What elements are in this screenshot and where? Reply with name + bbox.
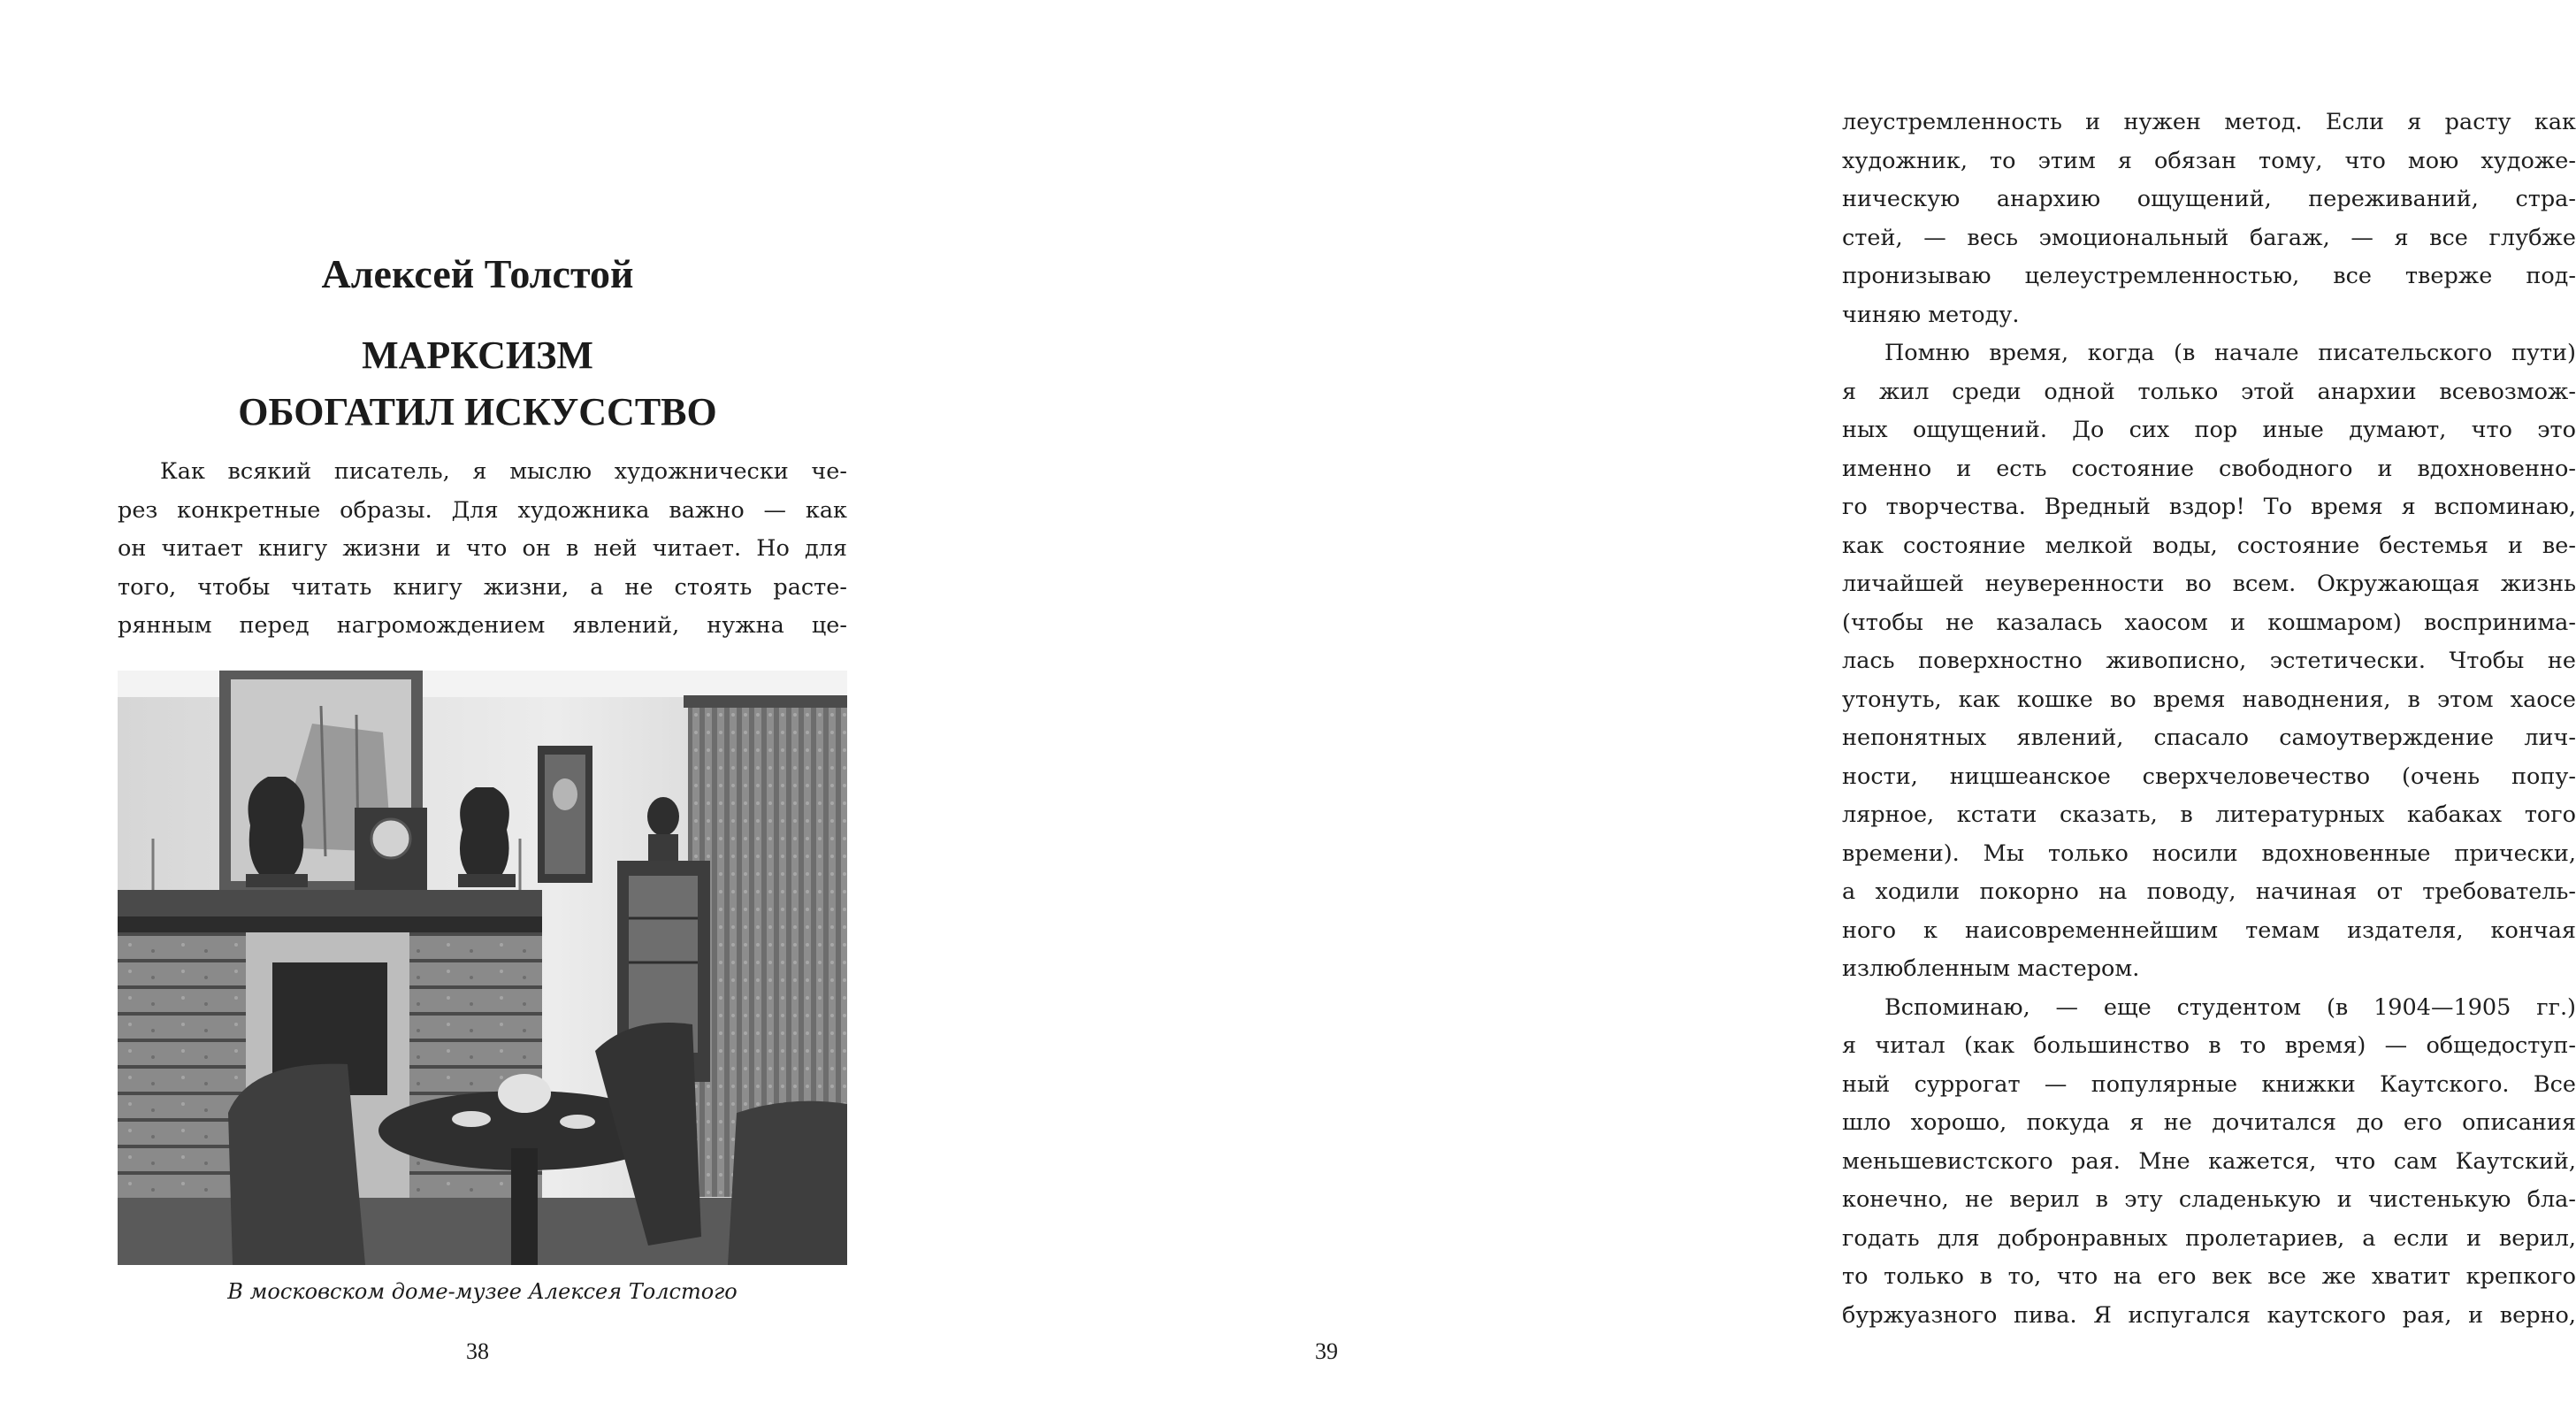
text-line: как состояние мелкой воды, состояние бестемья и ве-: [1842, 532, 2576, 559]
text-line: ный суррогат — популярные книжки Каутского. Все: [1842, 1070, 2576, 1098]
text-line: личайшей неуверенности во всем. Окружающая жизнь: [1842, 571, 2576, 597]
text-line: чиняю методу.: [1842, 301, 2020, 328]
article-title: [115, 327, 840, 441]
page-number: 38: [466, 1338, 489, 1364]
text-line: он читает книгу жизни и что он в ней читает. Но для: [118, 535, 847, 562]
text-line: излюбленным мастером.: [1842, 955, 2140, 982]
text-line: буржуазного пива. Я испугался каутского рая, и верно,: [1842, 1301, 2576, 1329]
text-line: Помню время, когда (в начале писательского пути): [1884, 340, 2576, 366]
text-line: рянным перед нагромождением явлений, нужна це-: [118, 612, 847, 639]
interior-photo: [118, 671, 847, 1265]
text-line: леустремленность и нужен метод. Если я расту как: [1842, 109, 2576, 135]
text-line: я жил среди одной только этой анархии всевозмож-: [1842, 378, 2576, 405]
title-line: МАРКСИЗМ: [362, 334, 593, 377]
text-line: я читал (как большинство в то время) — общедоступ-: [1842, 1032, 2576, 1059]
text-line: стей, — весь эмоциональный багаж, — я все глубже: [1842, 224, 2576, 251]
text-line: меньшевистского рая. Мне кажется, что сам Каутский,: [1842, 1147, 2576, 1175]
text-line: ного к наисовременнейшим темам издателя, кончая: [1842, 916, 2576, 944]
title-line: ОБОГАТИЛ ИСКУССТВО: [238, 390, 717, 433]
text-line: а ходили покорно на поводу, начиная от требователь-: [1842, 878, 2576, 905]
article-author: Алексей Толстой: [321, 251, 634, 296]
text-line: то только в то, что на его век все же хватит крепкого: [1842, 1263, 2576, 1290]
text-line: пронизываю целеустремленностью, все тверже под-: [1842, 263, 2576, 289]
left-page: [0, 0, 884, 1426]
text-line: ных ощущений. До сих пор иные думают, что это: [1842, 417, 2576, 443]
text-line: художник, то этим я обязан тому, что мою художе-: [1842, 147, 2576, 174]
text-line: того, чтобы читать книгу жизни, а не стоять расте-: [118, 573, 847, 601]
text-line: непонятных явлений, спасало самоутверждение лич-: [1842, 724, 2576, 751]
text-line: конечно, не верил в эту сладенькую и чистенькую бла-: [1842, 1186, 2576, 1213]
page-number: 39: [1315, 1338, 1338, 1364]
text-line: времени). Мы только носили вдохновенные прически,: [1842, 840, 2576, 867]
text-line: лярное, кстати сказать, в литературных кабаках того: [1842, 801, 2576, 828]
text-line: ности, ницшеанское сверхчеловечество (очень попу-: [1842, 763, 2576, 790]
text-line: ническую анархию ощущений, переживаний, стра-: [1842, 186, 2576, 212]
text-line: шло хорошо, покуда я не дочитался до его описания: [1842, 1109, 2576, 1136]
text-line: Как всякий писатель, я мыслю художнически че-: [160, 458, 847, 485]
right-page: [884, 0, 2576, 1426]
text-line: утонуть, как кошке во время наводнения, в этом хаосе: [1842, 686, 2576, 713]
text-line: (чтобы не казалась хаосом и кошмаром) воспринима-: [1842, 609, 2576, 636]
text-line: го творчества. Вредный вздор! То время я вспоминаю,: [1842, 494, 2576, 520]
text-line: Вспоминаю, — еще студентом (в 1904—1905 гг.): [1884, 993, 2576, 1021]
text-line: именно и есть состояние свободного и вдохновенно-: [1842, 455, 2576, 482]
text-line: годать для добронравных пролетариев, а если и верил,: [1842, 1224, 2576, 1252]
right-body-text: [1842, 104, 2576, 1335]
text-line: рез конкретные образы. Для художника важно — как: [118, 496, 847, 524]
photo-caption: В московском доме-музее Алексея Толстого: [227, 1279, 738, 1304]
text-line: лась поверхностно живописно, эстетически. Чтобы не: [1842, 648, 2576, 674]
left-body-text: [118, 453, 847, 646]
